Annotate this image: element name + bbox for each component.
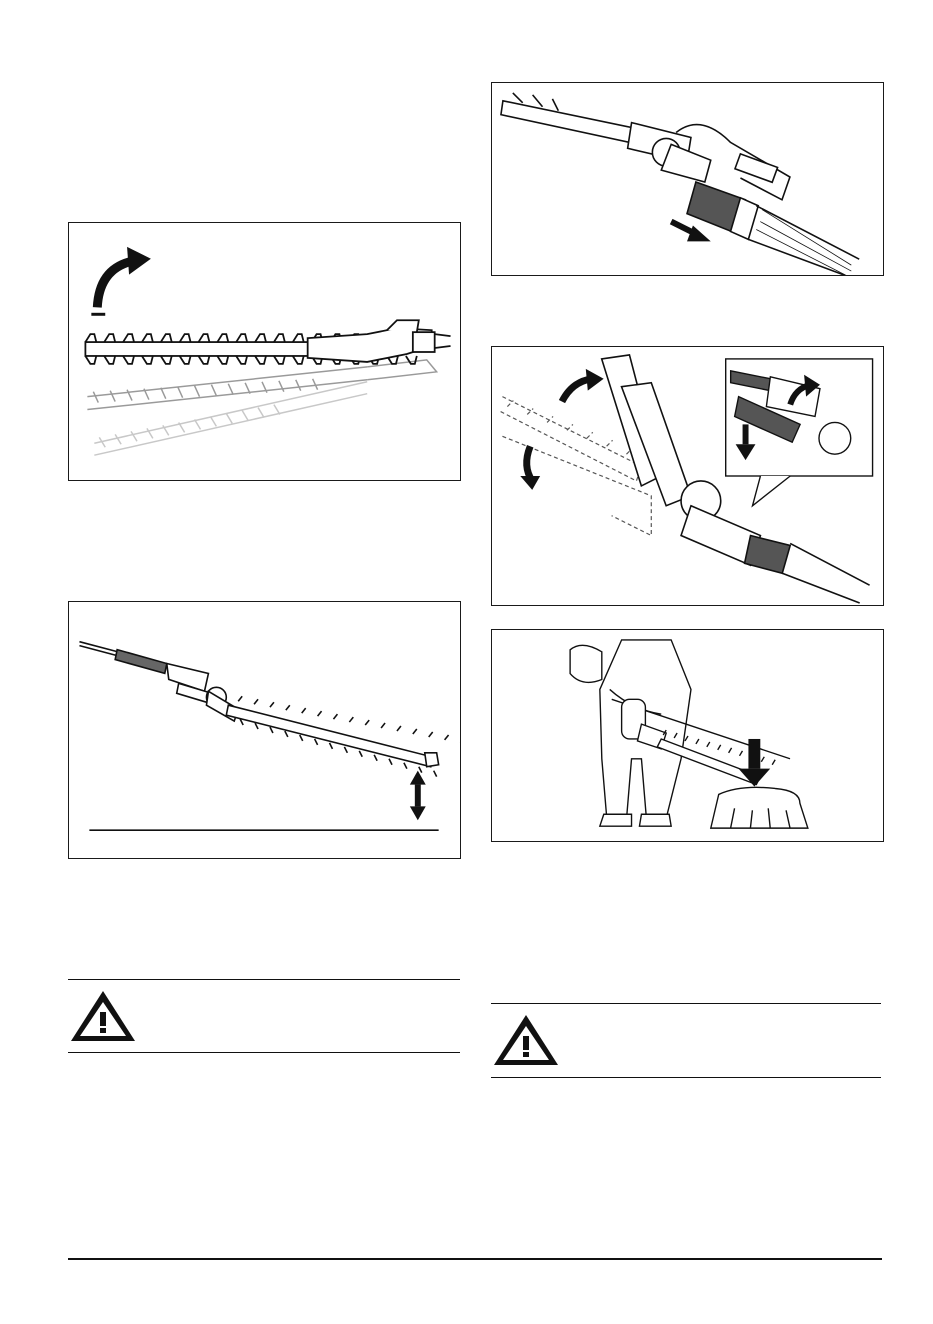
angle-lever-illustration (492, 347, 883, 605)
warning-left-block (68, 988, 138, 1044)
curved-arrow-up-icon (562, 369, 604, 402)
warning-right-bottom-rule (491, 1077, 881, 1078)
warning-right-top-rule (491, 1003, 881, 1004)
curved-arrow-icon (91, 247, 151, 314)
blade-height-illustration (69, 602, 460, 858)
curved-arrow-down-icon (520, 446, 540, 490)
up-down-arrow-icon (410, 771, 426, 821)
warning-left-top-rule (68, 979, 460, 980)
warning-right-block (491, 1012, 561, 1068)
warning-triangle-icon (491, 1012, 561, 1068)
operator-stump-illustration (492, 630, 883, 841)
figure-blade-rotation (68, 222, 461, 481)
warning-triangle-icon (68, 988, 138, 1044)
figure-blade-height (68, 601, 461, 859)
figure-operator-stump (491, 629, 884, 842)
warning-left-bottom-rule (68, 1052, 460, 1053)
footer-rule (68, 1258, 882, 1260)
sleeve-pull-illustration (492, 83, 883, 275)
blade-rotation-illustration (69, 223, 460, 480)
figure-angle-lever (491, 346, 884, 606)
pull-arrow-icon (671, 222, 711, 242)
figure-sleeve-pull (491, 82, 884, 276)
